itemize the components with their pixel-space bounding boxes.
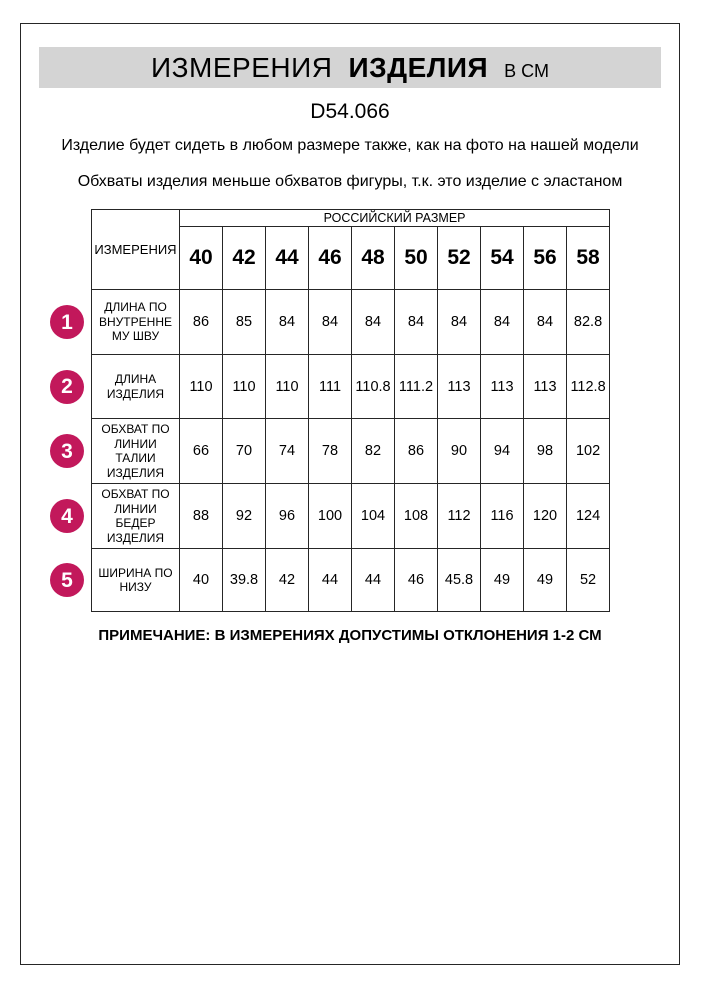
measurement-value-cell: 110 <box>266 355 309 419</box>
measurement-value-cell: 86 <box>395 419 438 484</box>
measurement-value-cell: 113 <box>438 355 481 419</box>
footer-note: ПРИМЕЧАНИЕ: В ИЗМЕРЕНИЯХ ДОПУСТИМЫ ОТКЛОНЕНИЯ 1-2 СМ <box>98 627 602 644</box>
measurement-value-cell: 116 <box>481 484 524 549</box>
row-label: ОБХВАТ ПО ЛИНИИ ТАЛИИ ИЗДЕЛИЯ <box>101 422 170 480</box>
size-header-cell: 50 <box>395 227 438 290</box>
measurement-value-cell: 94 <box>481 419 524 484</box>
measurement-value-cell: 96 <box>266 484 309 549</box>
table-header-group-row <box>92 210 610 227</box>
measurement-value-cell: 98 <box>524 419 567 484</box>
title-measurements: ИЗМЕРЕНИЯ <box>151 52 333 83</box>
measurement-value-cell: 111.2 <box>395 355 438 419</box>
measurement-value-cell: 102 <box>567 419 610 484</box>
measurement-value-cell: 84 <box>266 290 309 355</box>
measurement-value-cell: 74 <box>266 419 309 484</box>
title-unit: В СМ <box>504 61 549 81</box>
size-header-cell: 46 <box>309 227 352 290</box>
measurement-value-cell: 45.8 <box>438 549 481 612</box>
measurement-value-cell: 49 <box>524 549 567 612</box>
measurement-value-cell: 111 <box>309 355 352 419</box>
measurement-value-cell: 84 <box>352 290 395 355</box>
measurement-value-cell: 90 <box>438 419 481 484</box>
elastane-note: Обхваты изделия меньше обхватов фигуры, т.к. это изделие с эластаном <box>77 172 623 190</box>
measurement-value-cell: 84 <box>438 290 481 355</box>
size-header-cell: 48 <box>352 227 395 290</box>
measurement-value-cell: 78 <box>309 419 352 484</box>
measurement-value-cell: 113 <box>524 355 567 419</box>
page-frame <box>20 23 680 965</box>
measurement-value-cell: 49 <box>481 549 524 612</box>
size-group-header-cell: РОССИЙСКИЙ РАЗМЕР <box>180 210 610 227</box>
model-code: D54.066 <box>310 100 390 123</box>
measurement-value-cell: 84 <box>309 290 352 355</box>
table-row <box>92 549 610 612</box>
measurement-value-cell: 39.8 <box>223 549 266 612</box>
measurement-value-cell: 112 <box>438 484 481 549</box>
measurement-value-cell: 110 <box>223 355 266 419</box>
corner-header-cell: ИЗМЕРЕНИЯ <box>92 210 180 290</box>
measurement-value-cell: 108 <box>395 484 438 549</box>
measurement-value-cell: 52 <box>567 549 610 612</box>
measurement-value-cell: 40 <box>180 549 223 612</box>
measurement-value-cell: 44 <box>309 549 352 612</box>
row-number-badge: 1 <box>50 305 84 339</box>
measurement-value-cell: 46 <box>395 549 438 612</box>
size-header-cell: 40 <box>180 227 223 290</box>
measurement-value-cell: 42 <box>266 549 309 612</box>
measurement-value-cell: 113 <box>481 355 524 419</box>
measurement-value-cell: 112.8 <box>567 355 610 419</box>
measurement-value-cell: 84 <box>481 290 524 355</box>
measurement-value-cell: 82 <box>352 419 395 484</box>
size-header-cell: 44 <box>266 227 309 290</box>
title-bar <box>39 47 661 88</box>
size-header-cell: 54 <box>481 227 524 290</box>
table-row <box>92 484 610 549</box>
measurement-value-cell: 110.8 <box>352 355 395 419</box>
row-label: ДЛИНА ПО ВНУТРЕННЕМУ ШВУ <box>99 300 172 344</box>
row-label-cell <box>61 290 180 355</box>
measurement-value-cell: 85 <box>223 290 266 355</box>
row-number-badge: 2 <box>50 370 84 404</box>
row-number-badge: 3 <box>50 434 84 468</box>
measurement-value-cell: 82.8 <box>567 290 610 355</box>
row-number-badge: 5 <box>50 563 84 597</box>
size-header-cell: 42 <box>223 227 266 290</box>
fit-note: Изделие будет сидеть в любом размере также, как на фото на нашей модели <box>61 137 639 154</box>
row-label-cell <box>61 355 180 419</box>
measurement-value-cell: 66 <box>180 419 223 484</box>
measurement-value-cell: 100 <box>309 484 352 549</box>
table-row <box>92 290 610 355</box>
row-label-cell <box>61 549 180 612</box>
row-label: ОБХВАТ ПО ЛИНИИ БЕДЕР ИЗДЕЛИЯ <box>101 487 170 545</box>
table-row <box>92 419 610 484</box>
row-label: ДЛИНА ИЗДЕЛИЯ <box>106 372 165 401</box>
measurement-value-cell: 120 <box>524 484 567 549</box>
table-row <box>92 355 610 419</box>
row-label: ШИРИНА ПО НИЗУ <box>98 565 173 594</box>
size-header-cell: 52 <box>438 227 481 290</box>
size-header-cell: 58 <box>567 227 610 290</box>
measurement-value-cell: 104 <box>352 484 395 549</box>
measurement-value-cell: 92 <box>223 484 266 549</box>
measurement-value-cell: 110 <box>180 355 223 419</box>
measurement-value-cell: 88 <box>180 484 223 549</box>
measurement-value-cell: 124 <box>567 484 610 549</box>
measurement-value-cell: 44 <box>352 549 395 612</box>
row-label-cell <box>61 419 180 484</box>
measurement-value-cell: 84 <box>395 290 438 355</box>
measurement-value-cell: 84 <box>524 290 567 355</box>
measurement-value-cell: 70 <box>223 419 266 484</box>
row-number-badge: 4 <box>50 499 84 533</box>
title-product: ИЗДЕЛИЯ <box>348 52 489 83</box>
row-label-cell <box>61 484 180 549</box>
measurements-table-wrap <box>61 209 609 612</box>
size-header-cell: 56 <box>524 227 567 290</box>
measurements-table <box>61 209 610 612</box>
measurement-value-cell: 86 <box>180 290 223 355</box>
